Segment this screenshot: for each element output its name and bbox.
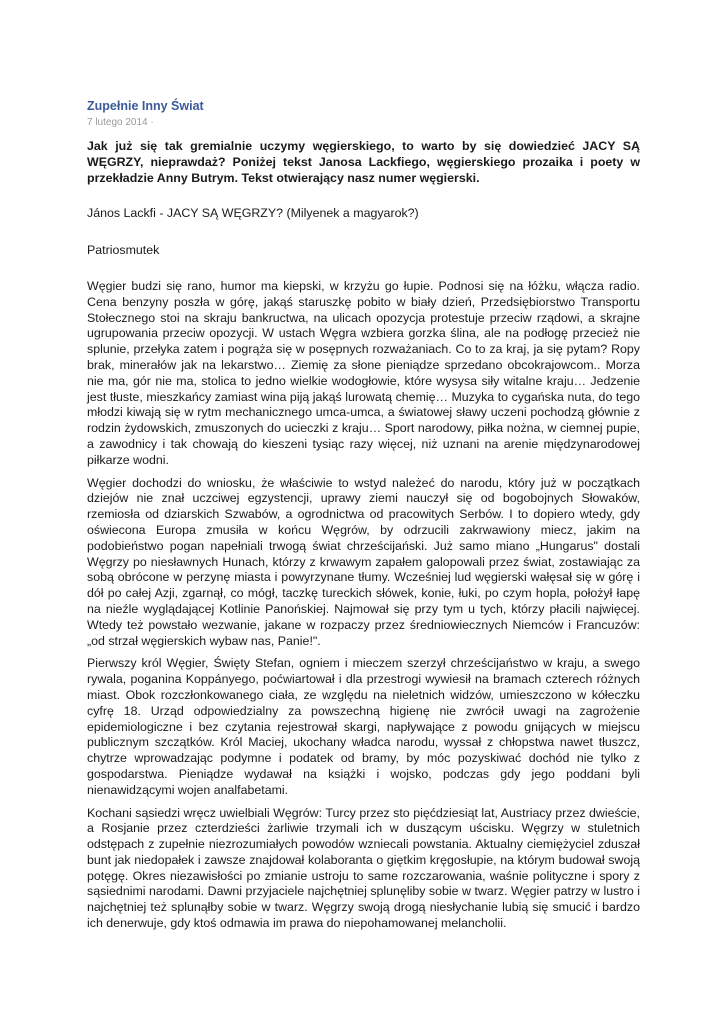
body-paragraph: Węgier dochodzi do wniosku, że właściwie to wstyd należeć do narodu, który już w początkach dziejów nie znał uczciwej egzystencji, uprawy ziemi nauczył się od bogobojnych Słowaków, rzemiosła od dziarskich Szwabów, a ogrodnictwa od pracowitych Serbów. I to dopiero wtedy, gdy oświecona Europa zmusiła w końcu Węgrów, by odrzucili zakrwawiony miecz, jakim na podobieństwo pogan napełniali trwogą świat chrześcijański. Już samo miano „Hungarus" dostali Węgrzy po niesławnych Hunach, którzy z krwawym zapałem galopowali przez świat, zostawiając za sobą obrócone w perzynę miasta i powyrzynane tłumy. Wcześniej lud węgierski wałęsał się w górę i dół po całej Azji, zgarnął, co mógł, taczkę tureckich słówek, konie, łuki, po czym hopla, położył łapę na nieźle wyglądającej Kotlinie Panońskiej. Najmował się przy tym u tych, którzy płacili najwięcej. Wtedy też powstało wezwanie, jakane w rozpaczy przez średniowiecznych Niemców i Francuzów: „od strzał węgierskich wybaw nas, Panie!". bbox=[87, 475, 640, 648]
body-paragraph: Kochani sąsiedzi wręcz uwielbiali Węgrów: Turcy przez sto pięćdziesiąt lat, Austriacy przez dwieście, a Rosjanie przez czterdzieści żarliwie trzymali ich w duszącym uścisku. Węgrzy w stuletnich odstępach z zupełnie niezrozumiałych powodów wzniecali powstania. Aktualny ciemiężyciel zduszał bunt jak niedopałek i zawsze znajdował kolaboranta o giętkim kręgosłupie, na którym budował swoją potęgę. Okres niezawisłości po zmianie ustroju to same rozczarowania, waśnie polityczne i spory z sąsiednimi narodami. Dawni przyjaciele najchętniej splunęliby sobie w twarz. Węgier patrzy w lustro i najchętniej też splunąłby sobie w twarz. Węgrzy swoją drogą niesłychanie lubią się smucić i bardzo ich denerwuje, gdy ktoś odmawia im prawa do niepohamowanej melancholii. bbox=[87, 805, 640, 931]
body-paragraph: Węgier budzi się rano, humor ma kiepski, w krzyżu go łupie. Podnosi się na łóżku, włącza radio. Cena benzyny poszła w górę, jakąś staruszkę pobito w biały dzień, Przedsiębiorstwo Transportu Stołecznego stoi na skraju bankructwa, na ulicach opozycja protestuje przeciw rządowi, a skrajne ugrupowania przeciw opozycji. W ustach Węgra wzbiera gorzka ślina, ale na podłogę przecież nie splunie, przełyka zatem i pogrąża się w posępnych rozważaniach. Co to za kraj, ja się pytam? Ropy brak, minerałów jak na lekarstwo… Ziemię za słone pieniądze sprzedano obcokrajowcom.. Morza nie ma, gór nie ma, stolica to jedno wielkie wodogłowie, które wysysa siły witalne kraju… Jedzenie jest tłuste, mieszkańcy zamiast wina piją jakąś lurowatą chemię… Muzyka to cygańska nuta, do tego młodzi kiwają się w rytm mechanicznego umca-umca, a światowej sławy uczeni pochodzą głównie z rodzin żydowskich, zmuszonych do ucieczki z kraju… Sport narodowy, piłka nożna, w ciemnej pupie, a zawodnicy i tak chowają do kieszeni tysiąc razy więcej, niż uznani na arenie międzynarodowej piłkarze wodni. bbox=[87, 279, 640, 467]
post-date: 7 lutego 2014 · bbox=[87, 117, 154, 128]
section-title: Patriosmutek bbox=[87, 243, 160, 257]
blog-post bbox=[87, 98, 640, 932]
blog-title[interactable]: Zupełnie Inny Świat bbox=[87, 99, 204, 113]
lead-paragraph: Jak już się tak gremialnie uczymy węgierskiego, to warto by się dowiedzieć JACY SĄ WĘGRZY, nieprawdaż? Poniżej tekst Janosa Lackfiego, węgierskiego prozaika i poety w przekładzie Anny Butrym. Tekst otwierający nasz numer węgierski. bbox=[87, 139, 640, 185]
article-subtitle: János Lackfi - JACY SĄ WĘGRZY? (Milyenek a magyarok?) bbox=[87, 206, 419, 220]
body-paragraph: Pierwszy król Węgier, Święty Stefan, ogniem i mieczem szerzył chrześcijaństwo w kraju, a swego rywala, poganina Koppányego, poćwiartował i dla przestrogi wywiesił na bramach czterech różnych miast. Obok rozczłonkowanego ciała, ze względu na nieletnich widzów, umieszczono w kółeczku cyfrę 18. Urząd odpowiedzialny za powszechną higienę nie zwrócił uwagi na zagrożenie epidemiologiczne i bez czytania rejestrował skargi, napływające z powodu gnijących w miejscu publicznym szczątków. Król Maciej, ukochany władca narodu, wyssał z chłopstwa nawet tłuszcz, chytrze wprowadzając podymne i podatek od bramy, by móc pozyskiwać dochód nie tylko z gospodarstwa. Pieniądze wydawał na książki i wojsko, podczas gdy jego poddani byli nienawidzącymi wojen analfabetami. bbox=[87, 656, 640, 797]
